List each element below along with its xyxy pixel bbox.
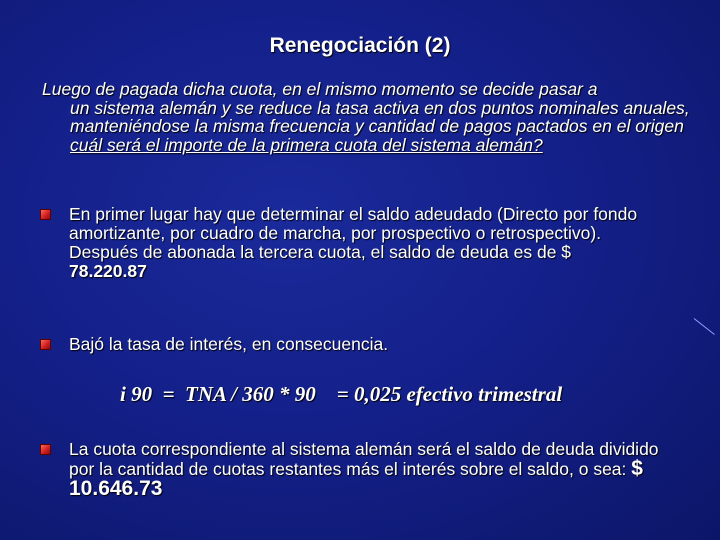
decorative-line xyxy=(694,318,715,335)
saldo-amount: 78.220.87 xyxy=(69,261,147,281)
bullet-square-icon xyxy=(40,444,51,455)
intro-continuation xyxy=(42,99,692,155)
bullet-item-cuota xyxy=(40,440,680,499)
intro-rest: un sistema alemán y se reduce la tasa activa en dos puntos nominales anuales, manteniéndose la misma frecuencia y cantidad de pagos pactados en el origen xyxy=(70,97,690,136)
bullet-cuota-text: La cuota correspondiente al sistema alemán será el saldo de deuda dividido por la cantidad de cuotas restantes más el interés sobre el saldo, o sea: xyxy=(69,439,659,479)
cuota-amount: $ 10.646.73 xyxy=(69,457,643,500)
bullet-saldo-text: En primer lugar hay que determinar el saldo adeudado (Directo por fondo amortizante, por cuadro de marcha, por prospectivo o retrospectivo). xyxy=(69,204,638,243)
bullet-tasa-text: Bajó la tasa de interés, en consecuencia. xyxy=(69,334,389,354)
bullet-item-saldo xyxy=(40,205,680,281)
bullet-saldo-result xyxy=(69,243,680,281)
interest-formula: i 90 = TNA / 360 * 90 = 0,025 efectivo trimestral xyxy=(120,382,563,406)
intro-question: cuál será el importe de la primera cuota del sistema alemán? xyxy=(70,134,543,155)
intro-first-line: Luego de pagada dicha cuota, en el mismo momento se decide pasar a xyxy=(42,79,598,99)
bullet-square-icon xyxy=(40,339,51,350)
bullet-square-icon xyxy=(40,209,51,220)
bullet-text xyxy=(69,205,680,281)
bullet-item-tasa xyxy=(40,335,680,354)
slide-title: Renegociación (2) xyxy=(269,34,451,57)
bullet-text xyxy=(69,440,680,499)
bullet-saldo-result-text: Después de abonada la tercera cuota, el saldo de deuda es de $ xyxy=(69,242,572,262)
intro-paragraph xyxy=(42,80,692,154)
